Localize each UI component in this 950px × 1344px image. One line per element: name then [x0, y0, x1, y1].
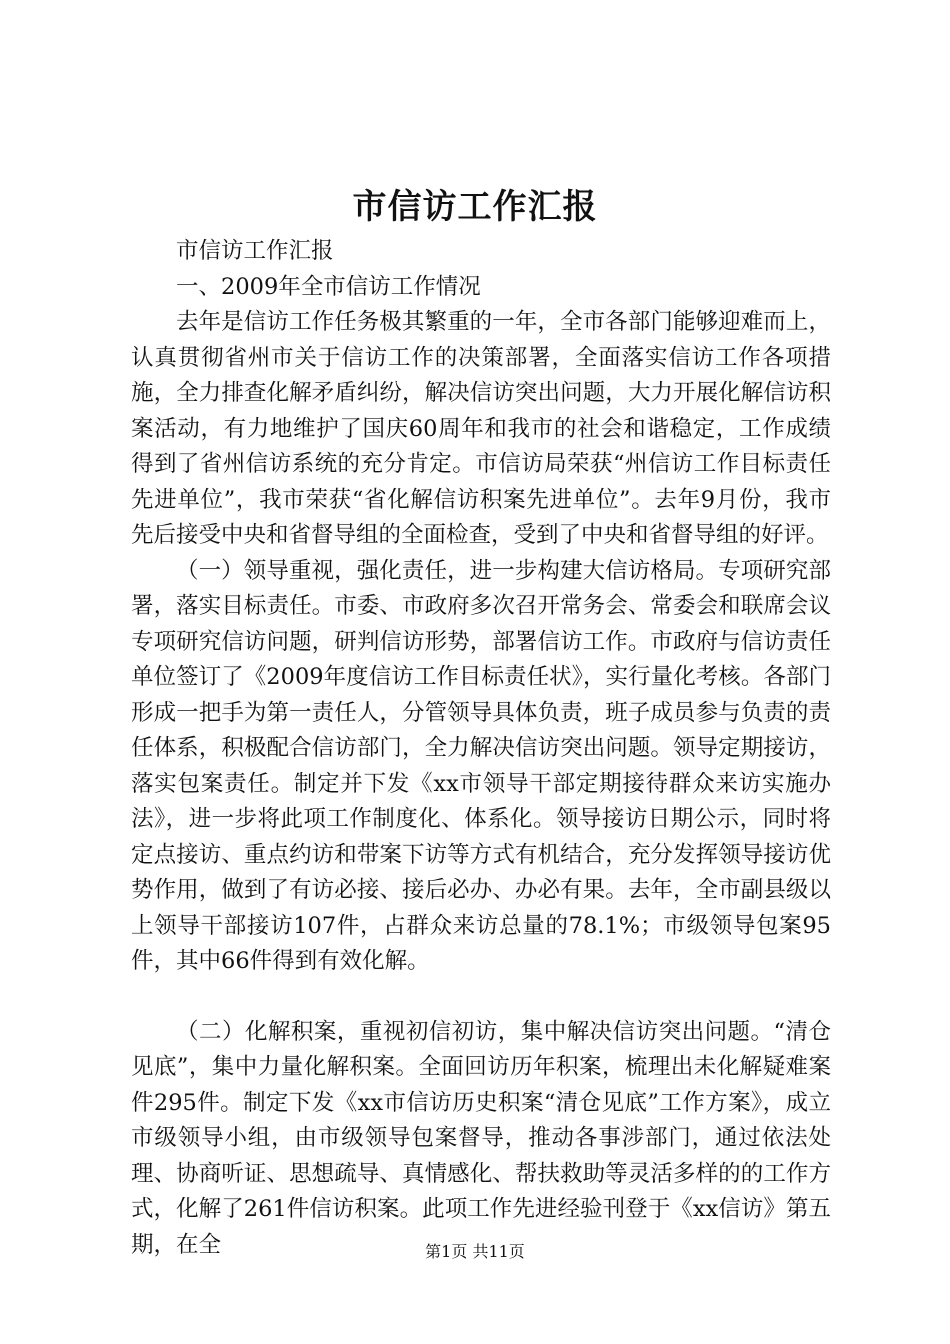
document-title: 市信访工作汇报: [352, 187, 598, 227]
paragraph-leadership: （一）领导重视，强化责任，进一步构建大信访格局。专项研究部署，落实目标责任。市委、市政府多次召开常务会、常委会和联席会议专项研究信访问题，研判信访形势，部署信访工作。市政府与信访责任单位签订了《2009年度信访工作目标责任状》，实行量化考核。各部门形成一把手为第一责任人，分管领导具体负责，班子成员参与负责的责任体系，积极配合信访部门，全力解决信访突出问题。领导定期接访，落实包案责任。制定并下发《xx市领导干部定期接待群众来访实施办法》，进一步将此项工作制度化、体系化。领导接访日期公示，同时将定点接访、重点约访和带案下访等方式有机结合，充分发挥领导接访优势作用，做到了有访必接、接后必办、办必有果。去年，全市副县级以上领导干部接访107件，占群众来访总量的78.1%；市级领导包案95件，其中66件得到有效化解。: [131, 557, 831, 974]
paragraph-overview: 去年是信访工作任务极其繁重的一年，全市各部门能够迎难而上，认真贯彻省州市关于信访工作的决策部署，全面落实信访工作各项措施，全力排查化解矛盾纠纷，解决信访突出问题，大力开展化解信访积案活动，有力地维护了国庆60周年和我市的社会和谐稳定，工作成绩得到了省州信访系统的充分肯定。市信访局荣获“州信访工作目标责任先进单位”，我市荣获“省化解信访积案先进单位”。去年9月份，我市先后接受中央和省督导组的全面检查，受到了中央和省督导组的好评。: [131, 309, 831, 548]
page-number-footer: 第1页 共11页: [425, 1242, 525, 1261]
paragraph-heading: 市信访工作汇报: [176, 238, 334, 264]
paragraph-backlog: （二）化解积案，重视初信初访，集中解决信访突出问题。“清仓见底”，集中力量化解积案。全面回访历年积案，梳理出未化解疑难案件295件。制定下发《xx市信访历史积案“清仓见底”工作方案》，成立市级领导小组，由市级领导包案督导，推动各事涉部门，通过依法处理、协商听证、思想疏导、真情感化、帮扶救助等灵活多样的的工作方式，化解了261件信访积案。此项工作先进经验刊登于《xx信访》第五期，在全: [131, 1018, 831, 1258]
document-body: [131, 234, 831, 1263]
paragraph-section-title: 一、2009年全市信访工作情况: [176, 273, 481, 300]
